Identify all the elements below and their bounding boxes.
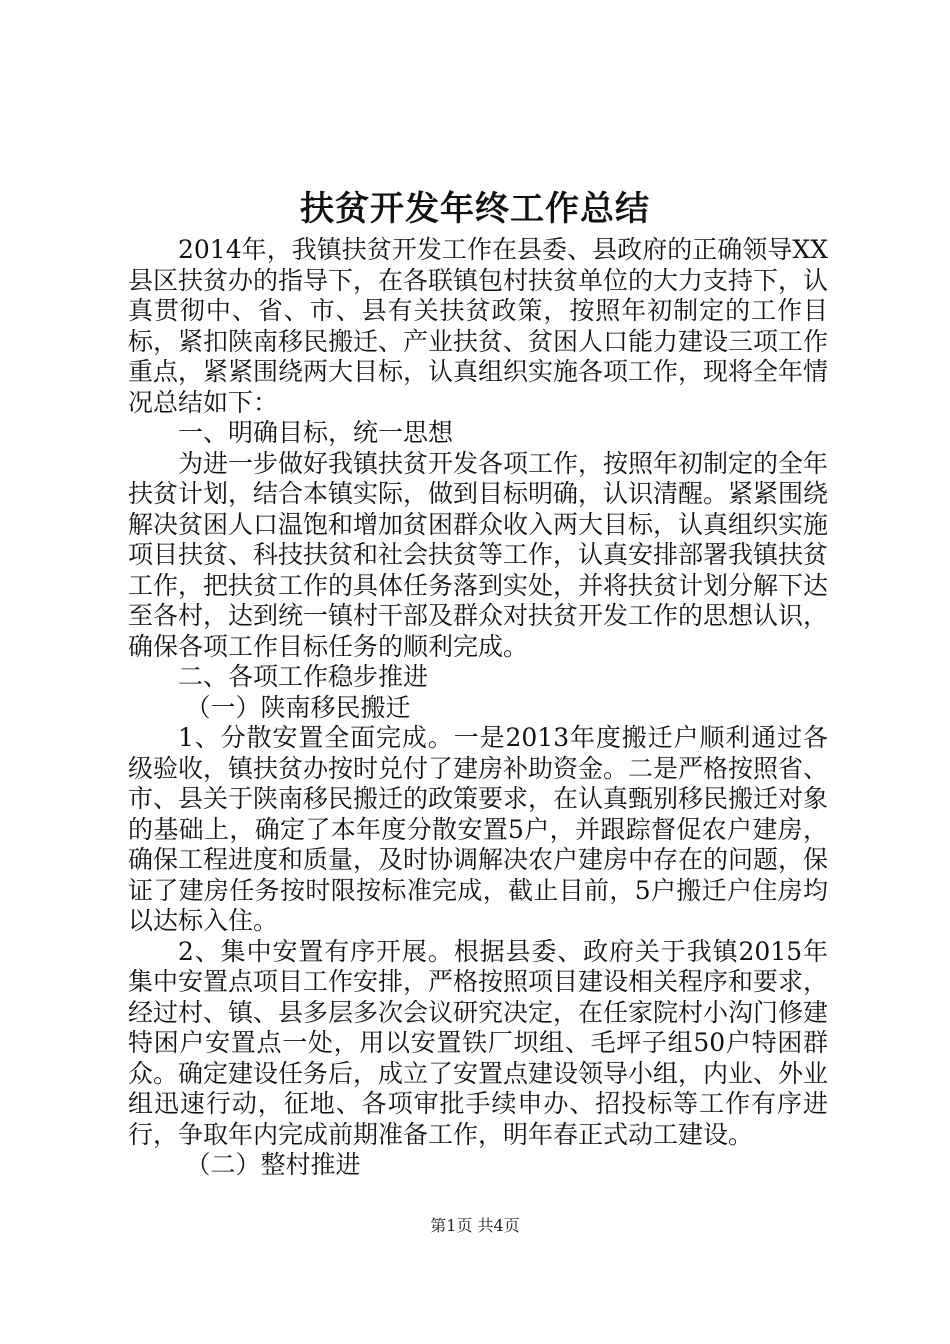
section-heading-1: 一、明确目标，统一思想 bbox=[178, 418, 454, 447]
item-2-paragraph: 2、集中安置有序开展。根据县委、政府关于我镇2015年集中安置点项目工作安排，严格按照项目建设相关程序和要求，经过村、镇、县多层多次会议研究决定，在任家院村小沟门修建特困户安置点一处，用以安置铁厂坝组、毛坪子组50户特困群众。确定建设任务后，成立了安置点建设领导小组，内业、外业组迅速行动，征地、各项审批手续申办、招投标等工作有序进行，争取年内完成前期准备工作，明年春正式动工建设。 bbox=[128, 936, 829, 1149]
page-number: 第1页 共4页 bbox=[430, 1216, 520, 1235]
document-title: 扶贫开发年终工作总结 bbox=[300, 189, 650, 229]
subsection-heading-2: （二）整村推进 bbox=[185, 1150, 361, 1179]
section-1-paragraph: 为进一步做好我镇扶贫开发各项工作，按照年初制定的全年扶贫计划，结合本镇实际，做到目标明确，认识清醒。紧紧围绕解决贫困人口温饱和增加贫困群众收入两大目标，认真组织实施项目扶贫、科技扶贫和社会扶贫等工作，认真安排部署我镇扶贫工作，把扶贫工作的具体任务落到实处，并将扶贫计划分解下达至各村，达到统一镇村干部及群众对扶贫开发工作的思想认识，确保各项工作目标任务的顺利完成。 bbox=[128, 448, 829, 661]
section-heading-2: 二、各项工作稳步推进 bbox=[178, 662, 429, 691]
document-body bbox=[128, 235, 828, 1181]
subsection-heading-1: （一）陕南移民搬迁 bbox=[185, 692, 411, 722]
intro-paragraph: 2014年，我镇扶贫开发工作在县委、县政府的正确领导XX县区扶贫办的指导下，在各联镇包村扶贫单位的大力支持下，认真贯彻中、省、市、县有关扶贫政策，按照年初制定的工作目标，紧扣陕南移民搬迁、产业扶贫、贫困人口能力建设三项工作重点，紧紧围绕两大目标，认真组织实施各项工作，现将全年情况总结如下： bbox=[128, 235, 829, 417]
item-1-paragraph: 1、分散安置全面完成。一是2013年度搬迁户顺利通过各级验收，镇扶贫办按时兑付了建房补助资金。二是严格按照省、市、县关于陕南移民搬迁的政策要求，在认真甄别移民搬迁对象的基础上，确定了本年度分散安置5户，并跟踪督促农户建房，确保工程进度和质量，及时协调解决农户建房中存在的问题，保证了建房任务按时限按标准完成，截止目前，5户搬迁户住房均以达标入住。 bbox=[128, 723, 829, 935]
